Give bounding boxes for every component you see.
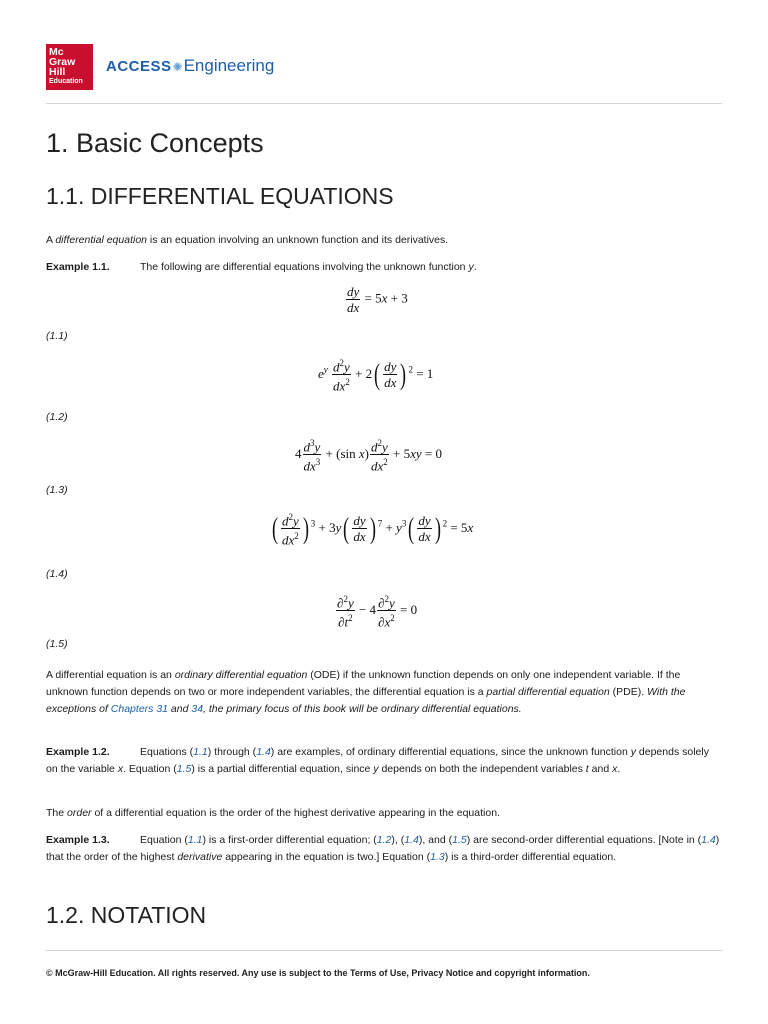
- ode-paragraph: [46, 667, 722, 718]
- equation-number: (1.5): [46, 638, 68, 650]
- text: and: [168, 703, 192, 715]
- text: is an equation involving an unknown function and its derivatives.: [147, 234, 449, 246]
- text: ) is a first-order differential equation; (: [202, 834, 377, 846]
- eq-ref-link[interactable]: 1.1: [187, 834, 203, 846]
- equation-number: (1.3): [46, 484, 68, 496]
- logo-line: Graw: [49, 56, 76, 68]
- eq-ref-link[interactable]: 1.4: [701, 834, 716, 846]
- text: ) is a partial differential equation, since: [191, 763, 374, 775]
- text: ), (: [391, 834, 405, 846]
- eq-ref-link[interactable]: 1.1: [193, 746, 208, 758]
- equation-number: (1.4): [46, 568, 68, 580]
- section-title: 1.1. DIFFERENTIAL EQUATIONS: [46, 183, 394, 209]
- header: [46, 44, 722, 104]
- footer-divider: [46, 950, 722, 951]
- equation-1-5: $\frac{\partial^2y}{\partial t^2}$ − 4 $\frac{\partial^2y}{\partial x^2}$ = 0: [337, 594, 418, 630]
- text: and: [588, 763, 613, 775]
- equation-1-3: 4 $\frac{d^3y}{dx^3}$ + (sin x) $\frac{d^2y}{dx^2}$ + 5xy = 0: [295, 438, 443, 474]
- term: partial differential equation: [486, 686, 610, 698]
- text: (ODE) if the unknown function depends on only one independent variable. If the unknown function depends on two or more independent variables, the differential equation is a: [46, 669, 681, 698]
- text: ), and (: [418, 834, 453, 846]
- logo-line: Hill: [49, 66, 66, 78]
- term: ordinary differential equation: [174, 669, 308, 681]
- text: (PDE).: [609, 686, 648, 698]
- text: ) through (: [207, 746, 257, 758]
- eq-ref-link[interactable]: 1.2: [376, 834, 392, 846]
- equation-1-1: $\frac{dy}{dx}$ = 5x + 3: [347, 284, 408, 315]
- logo-line: Mc: [49, 46, 64, 58]
- text: ) are examples, of ordinary differential equations, since the unknown function: [270, 746, 631, 758]
- term: order: [67, 807, 92, 819]
- brand-sparkle-icon: ✺: [172, 60, 183, 74]
- text: A: [46, 234, 56, 246]
- var: t: [585, 763, 589, 775]
- eq-ref-link[interactable]: 1.5: [176, 763, 192, 775]
- text: .: [617, 763, 621, 775]
- eq-ref-link[interactable]: 1.4: [404, 834, 419, 846]
- term: derivative: [177, 851, 223, 863]
- text: appearing in the equation is two.] Equation (: [222, 851, 431, 863]
- var: x: [117, 763, 124, 775]
- equation-number: (1.2): [46, 411, 68, 423]
- text: ) that the order of the highest: [46, 834, 720, 863]
- equation-number: (1.1): [46, 330, 68, 342]
- eq-ref-link[interactable]: 1.3: [430, 851, 445, 863]
- text: Equation (: [140, 834, 188, 846]
- eq-ref-link[interactable]: 1.5: [452, 834, 467, 846]
- example-label: Example 1.2.: [46, 746, 110, 758]
- access-engineering-brand[interactable]: [106, 56, 274, 76]
- term: differential equation: [55, 234, 147, 246]
- text: depends on both the independent variables: [378, 763, 586, 775]
- text: A differential equation is an: [46, 669, 175, 681]
- text: ) is a third-order differential equation.: [444, 851, 617, 863]
- example-1-2: [46, 744, 722, 778]
- text: .: [473, 261, 477, 273]
- logo-line: Education: [49, 78, 83, 85]
- var: y: [630, 746, 636, 758]
- chapter-title: 1. Basic Concepts: [46, 128, 264, 158]
- order-paragraph: [46, 805, 722, 822]
- intro-paragraph: [46, 232, 722, 249]
- text: of a differential equation is the order of the highest derivative appearing in the equation.: [91, 807, 500, 819]
- eq-ref-link[interactable]: 1.4: [256, 746, 271, 758]
- var: y: [468, 261, 474, 273]
- text: Equations (: [140, 746, 194, 758]
- text: The: [46, 807, 68, 819]
- chapters-31-link[interactable]: Chapters 31: [110, 703, 168, 715]
- copyright-footer: © McGraw-Hill Education. All rights reserved. Any use is subject to the Terms of Use, Privacy Notice and copyright information.: [46, 968, 590, 978]
- example-1-1: [46, 259, 722, 276]
- text: With the exceptions of: [46, 686, 686, 715]
- brand-access: ACCESS: [106, 58, 172, 75]
- mcgraw-hill-logo[interactable]: [46, 44, 93, 90]
- var: y: [373, 763, 379, 775]
- example-1-3: [46, 832, 722, 866]
- text: The following are differential equations involving the unknown function: [140, 261, 469, 273]
- text: . Equation (: [123, 763, 177, 775]
- example-label: Example 1.3.: [46, 834, 110, 846]
- equation-1-4: ( $\frac{d^2y}{dx^2}$ ) $^3$ + 3y( $\frac{dy}{dx}$ ) $^7 + y^3$( $\frac{dy}{dx}$ ) $^2$ = 5x: [272, 511, 474, 548]
- equation-1-2: $e^y$ $\frac{d^2y}{dx^2}$ + 2( $\frac{dy}{dx}$ ) $^2$ = 1: [318, 357, 434, 394]
- text: ) are second-order differential equations. [Note in (: [466, 834, 702, 846]
- text: depends solely on the variable: [46, 746, 709, 775]
- var: x: [612, 763, 618, 775]
- header-divider: [46, 103, 722, 104]
- section-title: 1.2. NOTATION: [46, 902, 207, 928]
- chapter-34-link[interactable]: 34: [191, 703, 204, 715]
- text: , the primary focus of this book will be ordinary differential equations.: [203, 703, 522, 715]
- example-label: Example 1.1.: [46, 261, 110, 273]
- brand-engineering: Engineering: [183, 56, 275, 75]
